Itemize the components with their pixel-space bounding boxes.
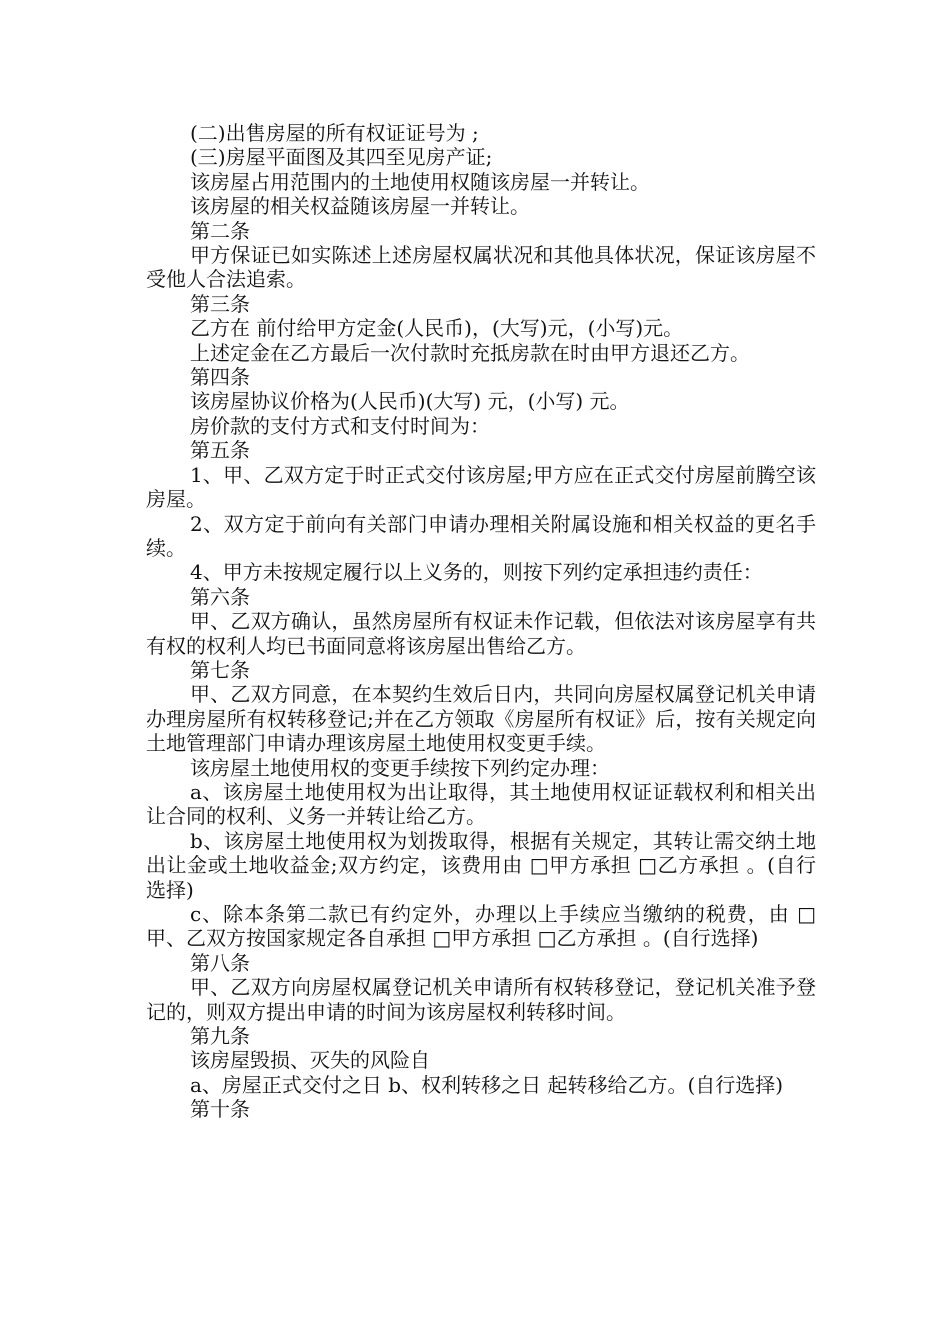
paragraph-deposit-offset: 上述定金在乙方最后一次付款时充抵房款在时由甲方退还乙方。: [190, 340, 750, 365]
paragraph-item-3-floor-plan: (三)房屋平面图及其四至见房产证;: [190, 145, 493, 170]
article-heading-2: 第二条: [190, 218, 250, 243]
paragraph-co-owner-consent: 甲、乙双方确认，虽然房屋所有权证未作记载，但依法对该房屋享有共有权的权利人均已书面同意将该房屋出售给乙方。: [146, 609, 816, 658]
paragraph-seller-guarantee: 甲方保证已如实陈述上述房屋权属状况和其他具体状况，保证该房屋不受他人合法追索。: [146, 243, 816, 292]
paragraph-delivery-date: 1、甲、乙双方定于时正式交付该房屋;甲方应在正式交付房屋前腾空该房屋。: [146, 462, 816, 512]
article-heading-4: 第四条: [190, 365, 250, 390]
article-heading-3: 第三条: [190, 291, 250, 316]
paragraph-related-rights-transfer: 该房屋的相关权益随该房屋一并转让。: [190, 194, 530, 219]
paragraph-payment-method: 房价款的支付方式和支付时间为：: [190, 413, 490, 438]
contract-body: [146, 121, 816, 1122]
article-heading-9: 第九条: [190, 1024, 250, 1049]
paragraph-option-b-allocated-land: b、该房屋土地使用权为划拨取得，根据有关规定，其转让需交纳土地出让金或土地收益金;双方约定，该费用由 □甲方承担 □乙方承担 。(自行选择): [146, 828, 816, 902]
paragraph-name-change: 2、双方定于前向有关部门申请办理相关附属设施和相关权益的更名手续。: [146, 511, 816, 560]
paragraph-land-change-procedure: 该房屋土地使用权的变更手续按下列约定办理：: [190, 755, 610, 780]
article-heading-10: 第十条: [190, 1097, 250, 1122]
article-heading-7: 第七条: [190, 657, 250, 682]
paragraph-option-c-taxes: c、除本条第二款已有约定外，办理以上手续应当缴纳的税费，由 □甲、乙双方按国家规定各自承担 □甲方承担 □乙方承担 。(自行选择): [146, 902, 816, 951]
article-heading-5: 第五条: [190, 438, 250, 463]
paragraph-option-a-granted-land: a、该房屋土地使用权为出让取得，其土地使用权证证载权利和相关出让合同的权利、义务一并转让给乙方。: [146, 779, 816, 829]
article-heading-6: 第六条: [190, 584, 250, 609]
paragraph-risk-transfer-options: a、房屋正式交付之日 b、权利转移之日 起转移给乙方。(自行选择): [190, 1072, 784, 1097]
article-heading-8: 第八条: [190, 950, 250, 975]
paragraph-deposit: 乙方在 前付给甲方定金(人民币)，(大写)元，(小写)元。: [190, 316, 684, 341]
paragraph-transfer-registration: 甲、乙双方同意，在本契约生效后日内，共同向房屋权属登记机关申请办理房屋所有权转移登记;并在乙方领取《房屋所有权证》后，按有关规定向土地管理部门申请办理该房屋土地使用权变更手续。: [146, 682, 816, 756]
paragraph-risk-of-loss: 该房屋毁损、灭失的风险自: [190, 1048, 430, 1073]
paragraph-land-use-right-transfer: 该房屋占用范围内的土地使用权随该房屋一并转让。: [190, 169, 650, 194]
paragraph-item-2-certificate-number: (二)出售房屋的所有权证证号为 ;: [190, 121, 479, 145]
paragraph-agreed-price: 该房屋协议价格为(人民币)(大写) 元，(小写) 元。: [190, 389, 630, 414]
paragraph-breach-liability: 4、甲方未按规定履行以上义务的，则按下列约定承担违约责任：: [190, 560, 763, 585]
paragraph-rights-transfer-time: 甲、乙双方向房屋权属登记机关申请所有权转移登记，登记机关准予登记的，则双方提出申请的时间为该房屋权利转移时间。: [146, 975, 816, 1024]
